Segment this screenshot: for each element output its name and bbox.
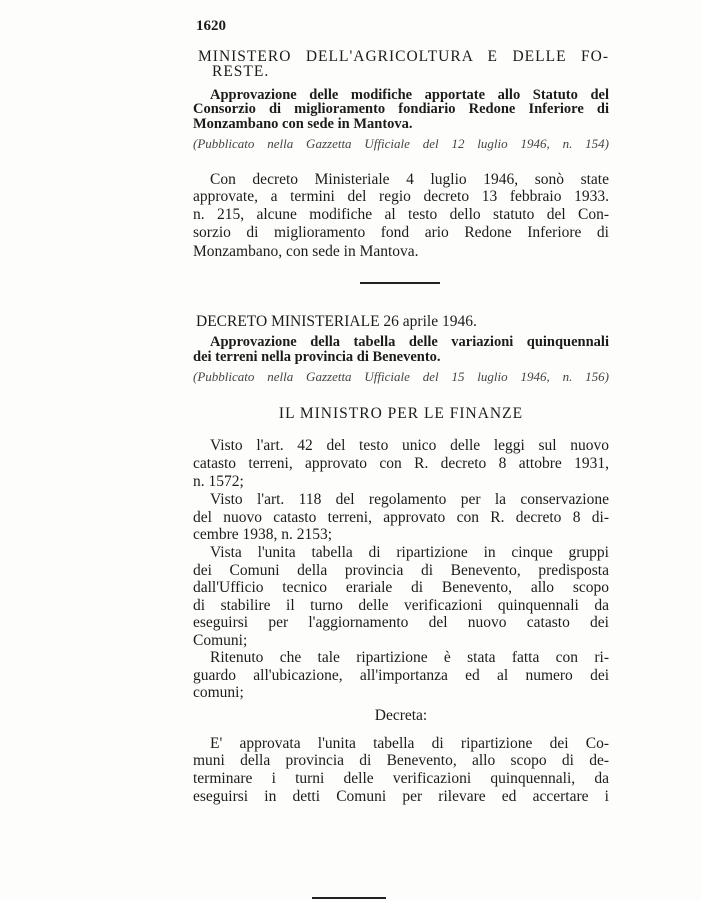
paragraph-line: catasto terreni, approvato con R. decreto 8 attobre 1931, <box>193 455 609 472</box>
paragraph-line: Visto l'art. 42 del testo unico delle leggi sul nuovo <box>210 437 609 454</box>
paragraph-line: Visto l'art. 118 del regolamento per la conservazione <box>210 491 609 508</box>
paragraph-line: comuni; <box>193 684 244 701</box>
paragraph-line: Monzambano, con sede in Mantova. <box>193 243 419 260</box>
notice-title: Monzambano con sede in Mantova. <box>193 116 413 132</box>
notice-title: Approvazione delle modifiche apportate allo Statuto del <box>210 87 609 103</box>
paragraph-line: sorzio di miglioramento fond ario Redone Inferiore di <box>193 224 609 241</box>
notice-title: Consorzio di miglioramento fondiario Redone Inferiore di <box>193 101 609 117</box>
paragraph-line: n. 215, alcune modifiche al testo dello statuto del Con- <box>193 206 609 223</box>
section-divider <box>360 282 440 284</box>
paragraph-line: dei Comuni della provincia di Benevento, predisposta <box>193 562 609 579</box>
paragraph-line: eseguirsi per l'aggiornamento del nuovo catasto dei <box>193 614 609 631</box>
notice-title: dei terreni nella provincia di Benevento. <box>193 349 441 365</box>
paragraph-line: n. 1572; <box>193 473 244 490</box>
paragraph-line: del nuovo catasto terreni, approvato con R. decreto 8 di- <box>193 509 609 526</box>
paragraph-line: eseguirsi in detti Comuni per rilevare ed accertare i <box>193 788 609 805</box>
publication-note: (Pubblicato nella Gazzetta Ufficiale del 12 luglio 1946, n. 154) <box>193 136 609 151</box>
section-heading: MINISTERO DELL'AGRICOLTURA E DELLE FO- <box>198 48 609 65</box>
section-divider <box>312 897 386 899</box>
paragraph-line: dall'Ufficio tecnico erariale di Benevento, allo scopo <box>193 579 609 596</box>
paragraph-line: Con decreto Ministeriale 4 luglio 1946, sonò state <box>210 171 609 188</box>
publication-note: (Pubblicato nella Gazzetta Ufficiale del 15 luglio 1946, n. 156) <box>193 369 609 384</box>
paragraph-line: E' approvata l'unita tabella di ripartizione dei Co- <box>210 735 609 752</box>
paragraph-line: approvate, a termini del regio decreto 13 febbraio 1933. <box>193 188 609 205</box>
notice-title: Approvazione della tabella delle variazioni quinquennali <box>210 334 609 350</box>
authority-heading: IL MINISTRO PER LE FINANZE <box>278 405 524 422</box>
paragraph-line: terminare i turni delle verificazioni quinquennali, da <box>193 770 609 787</box>
paragraph-line: cembre 1938, n. 2153; <box>193 526 333 543</box>
decree-heading: DECRETO MINISTERIALE 26 aprile 1946. <box>196 313 477 330</box>
paragraph-line: di stabilire il turno delle verificazioni quinquennali da <box>193 597 609 614</box>
paragraph-line: guardo all'ubicazione, all'importanza ed al numero dei <box>193 667 609 684</box>
decreta-heading: Decreta: <box>374 707 428 724</box>
page-number: 1620 <box>196 18 226 34</box>
paragraph-line: Vista l'unita tabella di ripartizione in cinque gruppi <box>210 544 609 561</box>
section-heading: RESTE. <box>212 63 270 80</box>
paragraph-line: muni della provincia di Benevento, allo scopo di de- <box>193 752 609 769</box>
paragraph-line: Ritenuto che tale ripartizione è stata fatta con ri- <box>210 649 609 666</box>
paragraph-line: Comuni; <box>193 632 248 649</box>
